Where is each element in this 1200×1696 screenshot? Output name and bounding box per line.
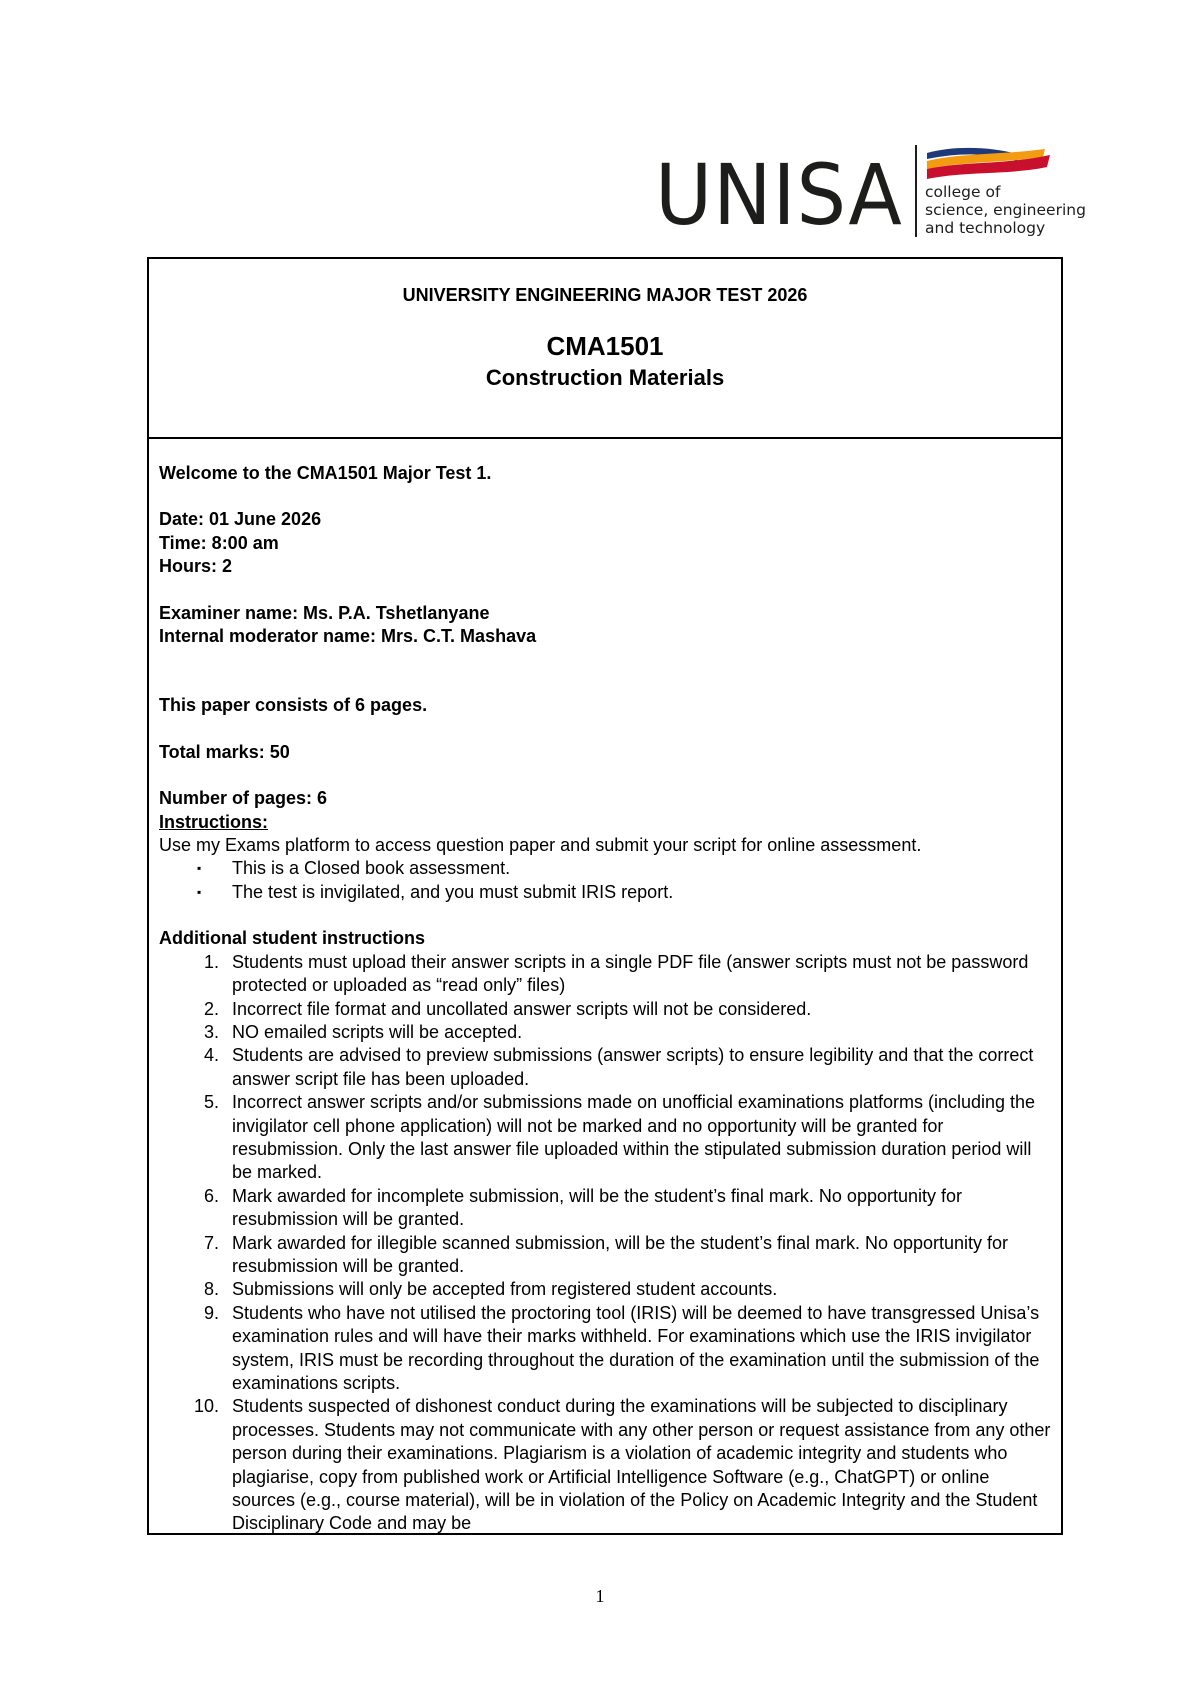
logo-swoosh-icon	[925, 145, 1055, 185]
test-date: Date: 01 June 2026	[159, 509, 322, 530]
list-text: Submissions will only be accepted from registered student accounts.	[232, 1279, 778, 1300]
page-number: 1	[595, 1586, 605, 1606]
list-text: Mark awarded for illegible scanned submission, will be the student’s final mark. No opportunity for resubmission will be granted.	[232, 1232, 1009, 1276]
logo-college-line: and technology	[925, 219, 1046, 237]
list-item	[159, 1232, 1051, 1279]
moderator-name: Internal moderator name: Mrs. C.T. Mashava	[159, 626, 537, 647]
list-text: Mark awarded for incomplete submission, will be the student’s final mark. No opportunity for resubmission will be granted.	[232, 1185, 963, 1230]
list-item	[159, 1185, 1051, 1232]
list-number: 8.	[203, 1279, 219, 1300]
logo-separator	[915, 145, 917, 237]
list-item	[159, 1091, 1051, 1185]
total-marks: Total marks: 50	[159, 741, 290, 762]
list-number: 5.	[203, 1092, 219, 1113]
logo-college-line: science, engineering	[925, 201, 1086, 219]
list-item	[159, 1044, 1051, 1091]
pages-statement: This paper consists of 6 pages.	[159, 695, 428, 716]
logo-wordmark: UNISA	[655, 146, 903, 244]
additional-heading: Additional student instructions	[159, 928, 425, 949]
list-number: 1.	[203, 951, 219, 972]
list-text: Students who have not utilised the proctoring tool (IRIS) will be deemed to have transgressed Unisa’s examination rules and will have their marks withheld. For examinations which use the IRIS invigilator system, IRIS must be recording throughout the duration of the examination until the submission of the examinations scripts.	[232, 1302, 1040, 1393]
list-text: Students are advised to preview submissions (answer scripts) to ensure legibility and that the correct answer script file has been uploaded.	[232, 1045, 1034, 1089]
list-number: 4.	[203, 1045, 219, 1066]
test-hours: Hours: 2	[159, 556, 233, 577]
instruction-bullet: ▪ This is a Closed book assessment.	[159, 857, 1051, 880]
examiner-name: Examiner name: Ms. P.A. Tshetlanyane	[159, 602, 490, 623]
list-text: Incorrect file format and uncollated answer scripts will not be considered.	[232, 998, 812, 1019]
cover-box	[147, 257, 1063, 1535]
welcome-text: Welcome to the CMA1501 Major Test 1.	[159, 463, 492, 483]
instructions-intro: Use my Exams platform to access question paper and submit your script for online assessment.	[159, 835, 922, 856]
list-item	[159, 1021, 1051, 1044]
list-number: 9.	[203, 1302, 219, 1323]
course-name: Construction Materials	[485, 365, 725, 390]
list-text: Students suspected of dishonest conduct during the examinations will be subjected to disciplinary processes. Students may not communicate with any other person or request assistance from any other person during their examinations. Plagiarism is a violation of academic integrity and students who plagiarise, copy from published work or Artificial Intelligence Software (e.g., ChatGPT) or online sources (e.g., course material), will be in violation of the Policy on Academic Integrity and the Student Disciplinary Code and may be	[232, 1396, 1051, 1534]
cover-content	[159, 462, 1051, 1536]
list-number: 3.	[203, 1021, 219, 1042]
number-of-pages: Number of pages: 6	[159, 788, 328, 809]
list-item	[159, 1278, 1051, 1301]
logo-college-text	[925, 183, 1086, 237]
list-number: 10.	[193, 1396, 219, 1417]
test-title: UNIVERSITY ENGINEERING MAJOR TEST 2026	[402, 285, 808, 305]
list-item	[159, 998, 1051, 1021]
unisa-logo	[655, 145, 1086, 244]
list-number: 6.	[203, 1185, 219, 1206]
list-text: Students must upload their answer scripts in a single PDF file (answer scripts must not be password protected or uploaded as “read only” files)	[232, 951, 1029, 996]
instruction-bullet: ▪ The test is invigilated, and you must submit IRIS report.	[159, 881, 1051, 904]
list-text: NO emailed scripts will be accepted.	[232, 1021, 523, 1042]
cover-header	[149, 259, 1061, 439]
test-time: Time: 8:00 am	[159, 532, 279, 553]
additional-instructions-list	[159, 951, 1051, 1536]
list-item	[159, 951, 1051, 998]
list-item	[159, 1395, 1051, 1535]
list-number: 2.	[203, 998, 219, 1019]
list-text: Incorrect answer scripts and/or submissions made on unofficial examinations platforms (including the invigilator cell phone application) will not be marked and no opportunity will be granted for resubmission. Only the last answer file uploaded within the stipulated submission duration period will be marked.	[232, 1092, 1036, 1183]
instructions-heading: Instructions:	[159, 811, 269, 832]
list-number: 7.	[203, 1232, 219, 1253]
course-code: CMA1501	[546, 331, 664, 361]
list-item	[159, 1302, 1051, 1396]
logo-college-line: college of	[925, 183, 1001, 201]
